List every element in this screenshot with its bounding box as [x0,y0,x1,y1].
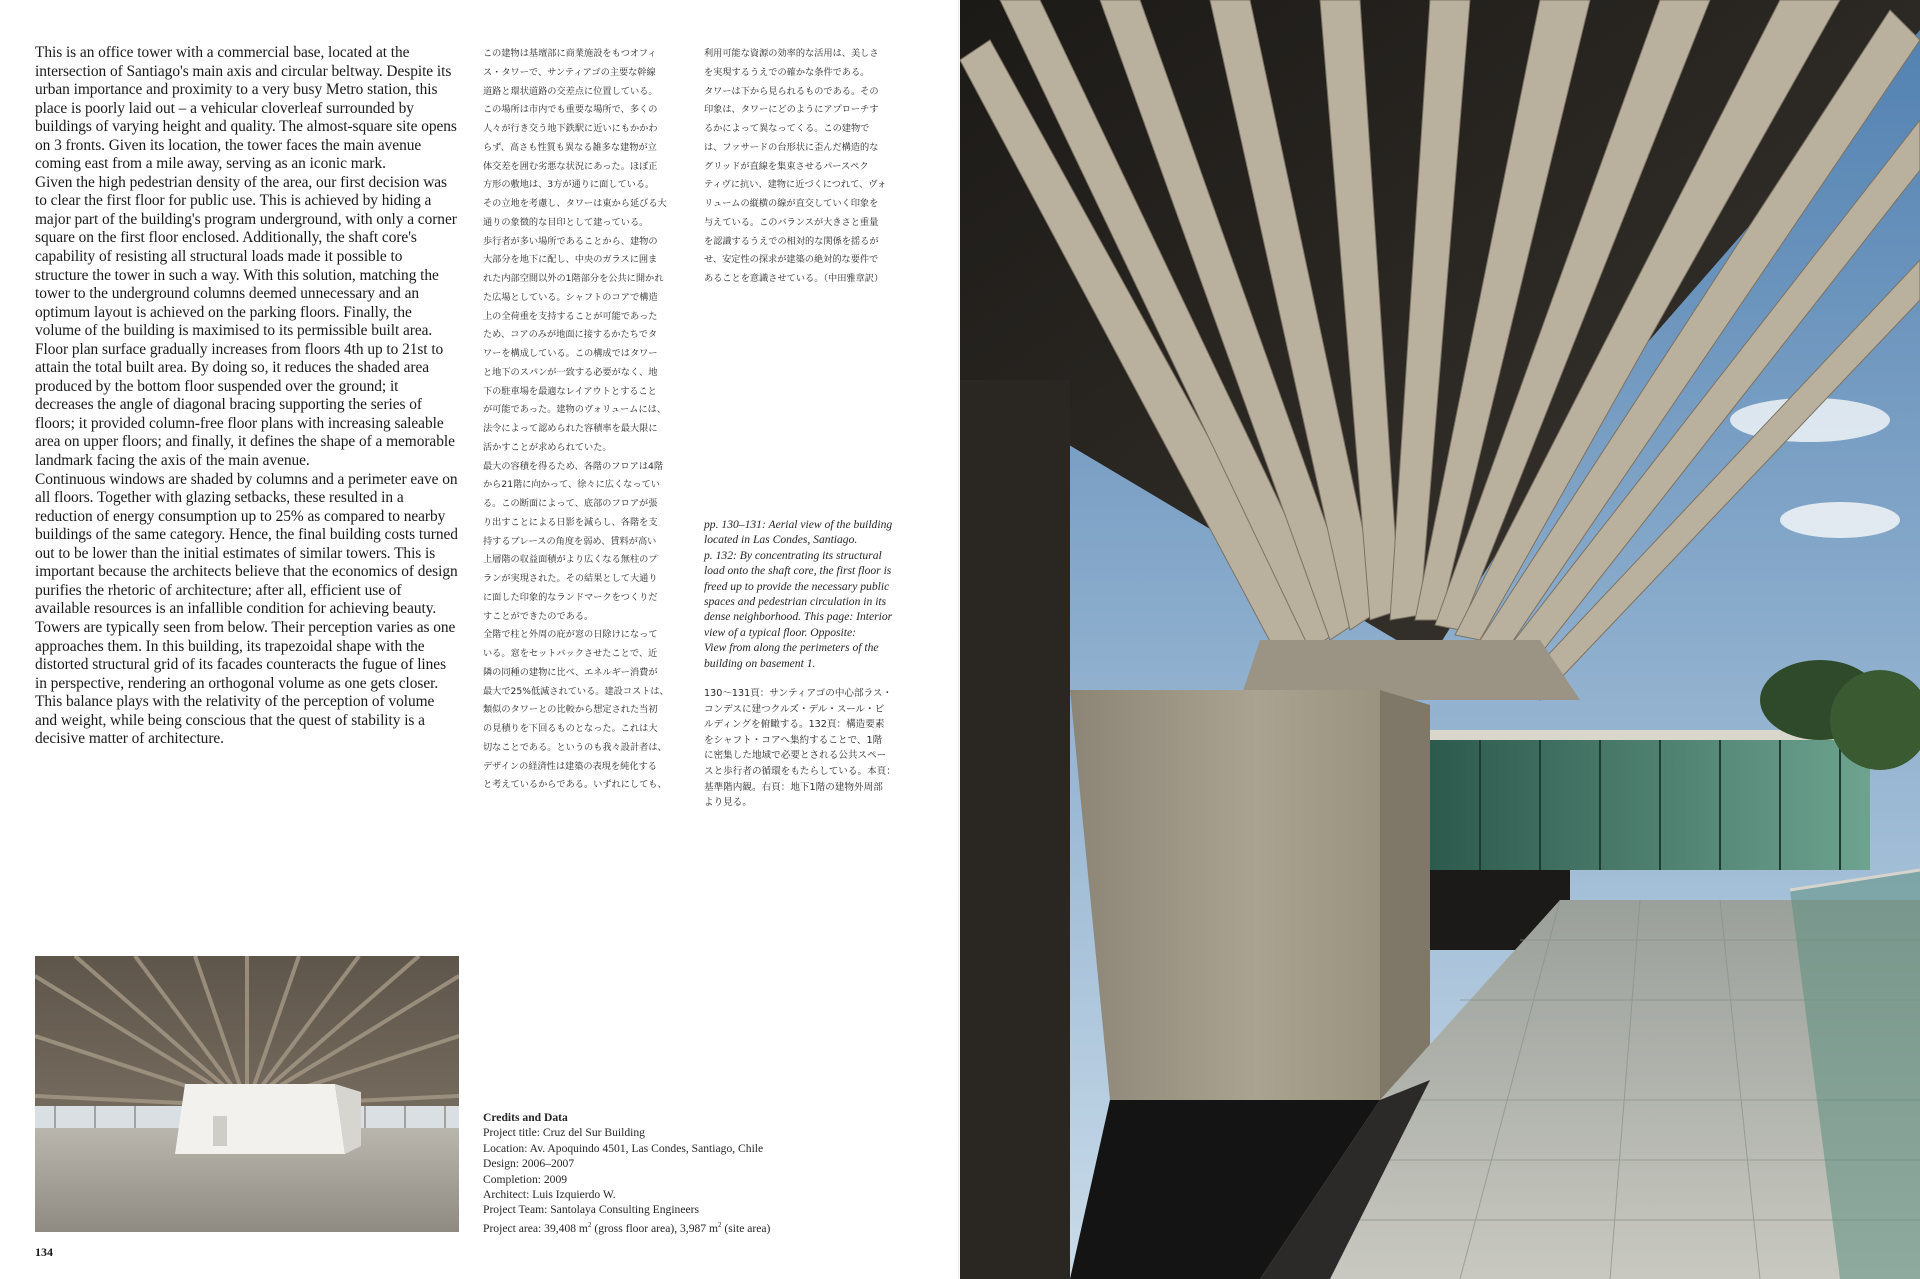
japanese-text-line: 方形の敷地は、3方が通りに面している。 [483,179,655,191]
japanese-text-line: ワーを構成している。この構成ではタワー [483,348,658,359]
credits-location: Location: Av. Apoquindo 4501, Las Condes, Santiago, Chile [483,1141,764,1155]
japanese-text-line: 上層階の収益面積がより広くなる無柱のプ [483,554,658,566]
credits-project-title: Project title: Cruz del Sur Building [483,1126,645,1140]
caption-line-english: dense neighborhood. This page: Interior [704,610,893,624]
caption-line-japanese: 130～131頁：サンティアゴの中心部ラス・ [704,688,893,699]
japanese-text-line: た広場としている。シャフトのコアで構造 [483,291,658,303]
caption-line-english: building on basement 1. [704,656,816,670]
japanese-text-line: ス・タワーで、サンティアゴの主要な幹線 [483,66,656,78]
caption-line-english: View from along the perimeters of the [704,641,879,655]
caption-line-japanese: に密集した地域で必要とされる公共スペー [704,750,887,762]
caption-line-japanese: スと歩行者の循環をもたらしている。本頁： [704,765,896,777]
japanese-text-line: グリッドが直線を集束させるパースペク [704,160,869,172]
japanese-text-line: この建物は基壇部に商業施設をもつオフィ [483,48,657,59]
english-paragraph: Given the high pedestrian density of the area, our first decision was to clear the first floor for public use. This is achieved by hiding a major part of the building's program underground, with only a corner square on the first floor enclosed. Additionally, the shaft core's capability of resisting all structural loads made it possible to structure the tower in such a way. With this solution, matching the tower to the underground columns deemed unnecessary and an optimum layout is achieved on the parking floors. Finally, the volume of the building is maximised to its permissible built area. [35,173,457,340]
interior-floor-image [35,956,459,1232]
credits-project-area: Project area: 39,408 $m^2$ (gross floor area), 3,987 $m^2$ (site area) [483,1220,771,1235]
japanese-text-line: 下の駐車場を最適なレイアウトとすること [483,385,657,397]
caption-line-japanese: ルディングを俯瞰する。132頁：構造要素 [704,719,885,731]
english-paragraph: Continuous windows are shaded by columns and a perimeter eave on all floors. Together with glazing setbacks, these resulted in a reduction of energy consumption up to 25% as compared to nearby buildings of the same category. Hence, the final building costs turned out to be lower than the initial estimates of similar towers. This is important because the architects believe that the economics of design purifies the rhetoric of architecture; after all, efficient use of available resources is an infallible condition for achieving beauty. [35,470,458,618]
photo-caption-japanese [704,686,914,811]
japanese-text-line: と地下のスパンが一致する必要がなく、地 [483,366,658,378]
japanese-text-line: の見積りを下回るものとなった。これは大 [483,723,658,734]
credits-completion: Completion: 2009 [483,1172,568,1186]
english-paragraph: Floor plan surface gradually increases from floors 4th up to 21st to attain the total built area. By doing so, it reduces the shaded area produced by the bottom floor suspended over the ground; it decreases the angle of diagonal bracing supporting the series of floors; it provided column-free floor plans with increasing saleable area on upper floors; and finally, it defines the shape of a memorable landmark facing the axis of the main avenue. [35,340,455,470]
japanese-text-line: を認識するうえでの相対的な関係を揺るが [704,235,879,247]
japanese-text-line: その立地を考慮し、タワーは東から延びる大 [483,198,667,209]
japanese-text-line: ティヴに抗い、建物に近づくにつれて、ヴォ [704,179,887,191]
caption-line-english: located in Las Condes, Santiago. [704,533,858,547]
credits-design: Design: 2006–2007 [483,1157,575,1171]
english-paragraph: Towers are typically seen from below. Their perception varies as one approaches them. In this building, its trapezoidal shape with the distorted structural grid of its facades counteracts the fugue of lines in perspective, rendering an orthogonal volume as one gets closer. This balance plays with the relativity of the perception of volume and weight, while being conscious that the quest of stability is a decisive matter of architecture. [35,618,456,748]
japanese-body-text-column-2 [704,45,910,289]
credits-title: Credits and Data [483,1111,568,1124]
japanese-text-line: 法令によって認められた容積率を最大限に [483,423,658,434]
japanese-text-line: り出すことによる日影を減らし、各階を支 [483,516,658,528]
japanese-text-line: 印象は、タワーにどのようにアプローチす [704,104,879,116]
japanese-text-line: あることを意識させている。（中田雅章訳） [704,273,884,284]
japanese-text-line: リュームの縦横の線が直交していく印象を [704,198,879,209]
japanese-text-line: 大部分を地下に配し、中央のガラスに囲ま [483,254,658,266]
japanese-text-line: この場所は市内でも重要な場所で、多くの [483,104,658,116]
japanese-text-line: 上の全荷重を支持することが可能であった [483,310,658,322]
caption-line-japanese: より見る。 [704,797,752,809]
japanese-text-line: 活かすことが求められていた。 [483,441,612,453]
japanese-text-line: から21階に向かって、徐々に広くなってい [483,479,660,491]
japanese-text-line: 最大で25%低減されている。建設コストは、 [483,685,669,697]
exterior-building-image [960,0,1920,1279]
japanese-text-line: 類似のタワーとの比較から想定された当初 [483,704,658,716]
caption-line-english: freed up to provide the necessary public [704,579,890,593]
japanese-text-line: タワーは下から見られるものである。その [704,85,879,97]
japanese-text-line: と考えているからである。いずれにしても、 [483,779,667,791]
interior-floor-photo [35,956,459,1232]
japanese-text-line: 切なことである。というのも我々設計者は、 [483,741,667,753]
english-paragraph: This is an office tower with a commercial base, located at the intersection of Santiago's main axis and circular beltway. Despite its urban importance and proximity to a very busy Metro station, this place is poorly laid out – a vehicular cloverleaf surrounded by buildings of varying height and quality. The almost-square site opens on 3 fronts. Given its location, the tower faces the main avenue coming east from a mile away, serving as an iconic mark. [35,44,457,173]
japanese-text-line: 通りの象徴的な目印として建っている。 [483,216,649,228]
japanese-text-line: 利用可能な資源の効率的な活用は、美しさ [704,48,879,59]
japanese-text-line: は、ファサードの台形状に歪んだ構造的な [704,141,879,153]
japanese-text-line: 与えている。このバランスが大きさと重量 [704,216,879,228]
caption-line-japanese: コンデスに建つクルズ・デル・スール・ビ [704,703,885,715]
page-number: 134 [35,1245,53,1259]
caption-line-japanese: をシャフト・コアへ集約することで、1階 [704,734,883,746]
japanese-text-line: るかによって異なってくる。この建物で [704,123,870,134]
japanese-text-line: 最大の容積を得るため、各階のフロアは4階 [483,460,664,472]
caption-line-english: pp. 130–131: Aerial view of the building [704,518,893,531]
credits-architect: Architect: Luis Izquierdo W. [483,1188,616,1202]
credits-project-team: Project Team: Santolaya Consulting Engineers [483,1203,699,1217]
english-body-text [35,44,459,749]
japanese-text-line: 持するブレースの角度を弱め、賃料が高い [483,535,657,547]
exterior-building-photo [960,0,1920,1279]
japanese-text-line: ため、コアのみが地面に接するかたちでタ [483,329,658,341]
japanese-body-text-column-1 [483,45,687,795]
japanese-text-line: デザインの経済性は建築の表現を純化する [483,760,657,772]
caption-line-english: view of a typical floor. Opposite: [704,625,856,639]
caption-line-english: spaces and pedestrian circulation in its [704,595,887,609]
caption-line-english: p. 132: By concentrating its structural [704,548,882,562]
japanese-text-line: 道路と環状道路の交差点に位置している。 [483,85,658,97]
caption-line-japanese: 基準階内観。右頁：地下1階の建物外周部 [704,781,883,793]
japanese-text-line: いる。窓をセットバックさせたことで、近 [483,648,658,659]
japanese-text-line: れた内部空間以外の1階部分を公共に開かれ [483,273,664,284]
japanese-text-line: 人々が行き交う地下鉄駅に近いにもかかわ [483,123,658,134]
japanese-text-line: すことができたのである。 [483,610,594,622]
japanese-text-line: 歩行者が多い場所であることから、建物の [483,235,658,247]
japanese-text-line: ランが実現された。その結果として大通り [483,573,658,584]
credits-and-data [483,1110,903,1236]
japanese-text-line: 全階で柱と外周の庇が窓の日除けになって [483,629,658,641]
japanese-text-line: 隣の同種の建物に比べ、エネルギー消費が [483,666,658,678]
japanese-text-line: を実現するうえでの確かな条件である。 [704,66,870,78]
japanese-text-line: る。この断面によって、底部のフロアが張 [483,498,658,509]
caption-line-english: load onto the shaft core, the first floor is [704,564,892,578]
japanese-text-line: せ、安定性の探求が建築の絶対的な要件で [704,254,879,266]
japanese-text-line: に面した印象的なランドマークをつくりだ [483,591,658,603]
japanese-text-line: らず、高さも性質も異なる雑多な建物が立 [483,141,657,153]
japanese-text-line: 体交差を囲む劣悪な状況にあった。ほぼ正 [483,160,658,172]
photo-caption-english [704,517,914,671]
japanese-text-line: が可能であった。建物のヴォリュームには、 [483,404,667,416]
